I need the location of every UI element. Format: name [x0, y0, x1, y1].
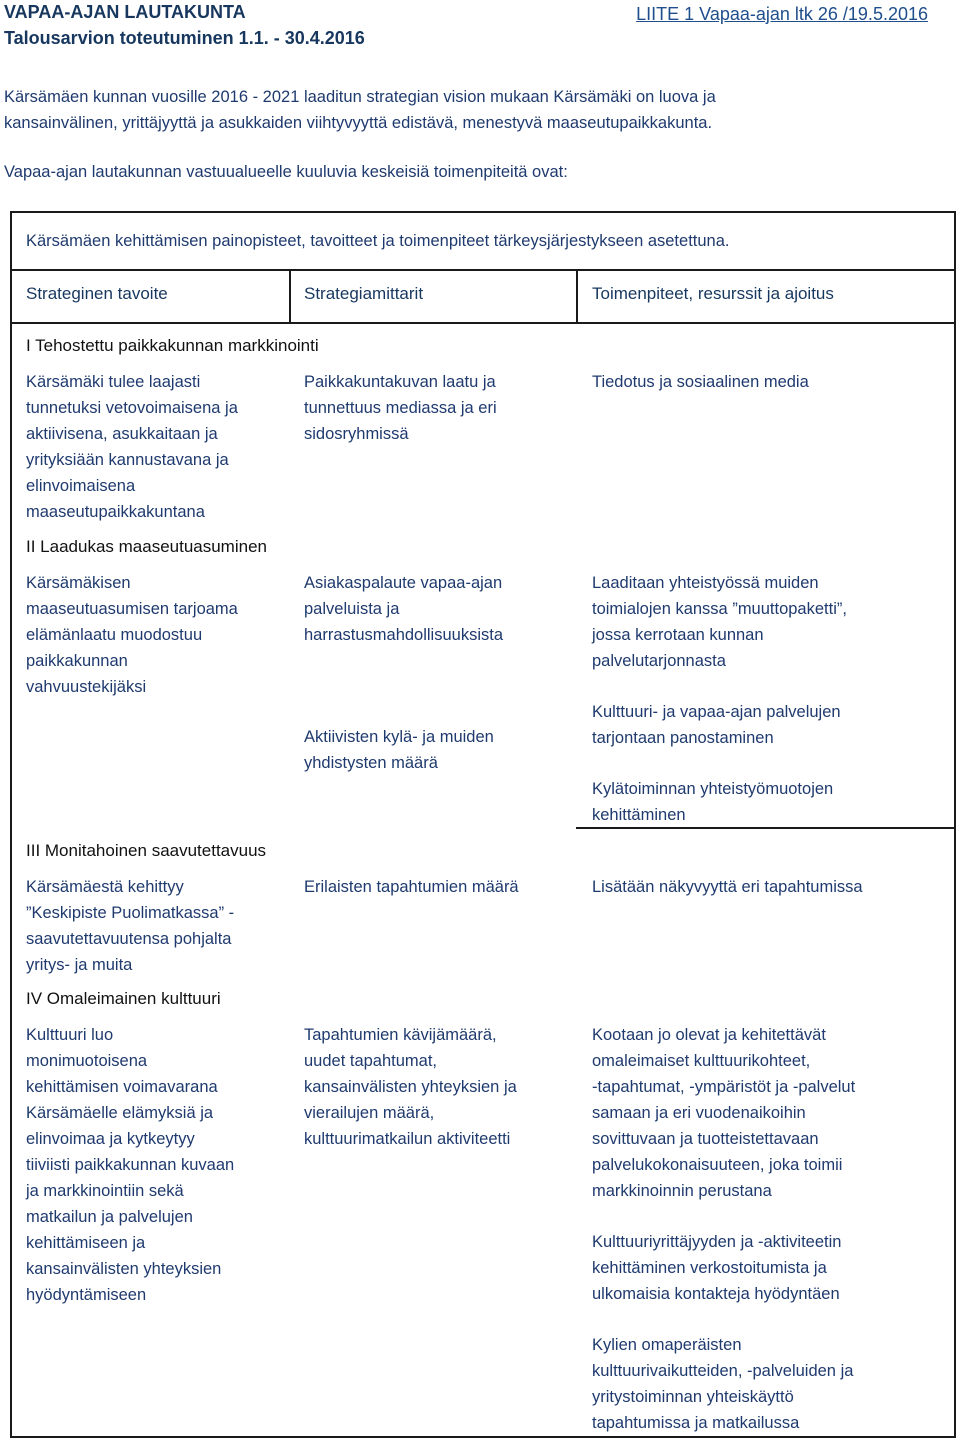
metrics-line: Erilaisten tapahtumien määrä: [304, 878, 519, 896]
goal-line: Kulttuuri luo: [26, 1026, 114, 1044]
goal-line: kehittämiseen ja: [26, 1234, 146, 1252]
actions-cell: [592, 699, 841, 751]
metrics-line: vierailujen määrä,: [304, 1104, 435, 1122]
goal-cell: [26, 1022, 234, 1308]
goal-line: saavutettavuutensa pohjalta: [26, 930, 232, 948]
document-subtitle: Talousarvion toteutuminen 1.1. - 30.4.2016: [4, 28, 365, 48]
goal-line: elinvoimaa ja kytkeytyy: [26, 1130, 195, 1148]
metrics-cell: [304, 874, 519, 900]
actions-cell: [592, 1229, 841, 1307]
actions-line: yritystoiminnan yhteiskäyttö: [592, 1388, 794, 1406]
actions-line: tapahtumissa ja matkailussa: [592, 1414, 800, 1432]
goal-line: maaseutuasumisen tarjoama: [26, 600, 238, 618]
vision-line-1: Kärsämäen kunnan vuosille 2016 - 2021 laaditun strategian vision mukaan Kärsämäki on luova ja: [4, 88, 716, 106]
responsibility-text: Vapaa-ajan lautakunnan vastuualueelle kuuluvia keskeisiä toimenpiteitä ovat:: [4, 163, 568, 181]
document-title: VAPAA-AJAN LAUTAKUNTA: [4, 2, 246, 22]
goal-line: tiiviisti paikkakunnan kuvaan: [26, 1156, 235, 1174]
goal-line: elämänlaatu muodostuu: [26, 626, 203, 644]
metrics-line: yhdistysten määrä: [304, 754, 438, 772]
table-caption: Kärsämäen kehittämisen painopisteet, tavoitteet ja toimenpiteet tärkeysjärjestykseen asetettuna.: [26, 232, 730, 250]
actions-line: Kulttuuri- ja vapaa-ajan palvelujen: [592, 703, 841, 721]
goal-line: yrityksiään kannustavana ja: [26, 451, 229, 469]
column-header-actions: Toimenpiteet, resurssit ja ajoitus: [592, 284, 834, 303]
metrics-line: Aktiivisten kylä- ja muiden: [304, 728, 494, 746]
actions-cell: [592, 776, 833, 828]
actions-line: ulkomaisia kontakteja hyödyntäen: [592, 1285, 840, 1303]
column-divider: [289, 269, 291, 323]
actions-line: kehittäminen verkostoitumista ja: [592, 1259, 827, 1277]
divider: [10, 269, 956, 271]
section-title: III Monitahoinen saavutettavuus: [26, 841, 267, 860]
goal-line: matkailun ja palvelujen: [26, 1208, 193, 1226]
actions-line: Lisätään näkyvyyttä eri tapahtumissa: [592, 878, 863, 896]
goal-line: Kärsämäestä kehittyy: [26, 878, 184, 896]
goal-line: kansainvälisten yhteyksien: [26, 1260, 222, 1278]
goal-line: Kärsämäelle elämyksiä ja: [26, 1104, 214, 1122]
actions-line: Tiedotus ja sosiaalinen media: [592, 373, 809, 391]
actions-line: Kulttuuriyrittäjyyden ja -aktiviteetin: [592, 1233, 842, 1251]
actions-line: Kylien omaperäisten: [592, 1336, 742, 1354]
actions-line: kehittäminen: [592, 806, 686, 824]
actions-cell: [592, 1022, 855, 1204]
metrics-cell: [304, 724, 494, 776]
actions-line: samaan ja eri vuodenaikoihin: [592, 1104, 806, 1122]
goal-line: maaseutupaikkakuntana: [26, 503, 205, 521]
goal-cell: [26, 874, 234, 978]
actions-line: markkinoinnin perustana: [592, 1182, 772, 1200]
actions-cell: [592, 570, 847, 674]
column-header-metrics: Strategiamittarit: [304, 284, 424, 303]
goal-line: Kärsämäkisen: [26, 574, 131, 592]
metrics-cell: [304, 369, 497, 447]
metrics-line: uudet tapahtumat,: [304, 1052, 438, 1070]
metrics-line: kansainvälisten yhteyksien ja: [304, 1078, 517, 1096]
goal-line: tunnetuksi vetovoimaisena ja: [26, 399, 238, 417]
metrics-line: kulttuurimatkailun aktiviteetti: [304, 1130, 511, 1148]
goal-line: monimuotoisena: [26, 1052, 148, 1070]
metrics-line: Asiakaspalaute vapaa-ajan: [304, 574, 503, 592]
metrics-line: Paikkakuntakuvan laatu ja: [304, 373, 496, 391]
actions-line: sovittuvaan ja tuotteistettavaan: [592, 1130, 819, 1148]
column-divider: [576, 269, 578, 323]
actions-line: Kootaan jo olevat ja kehitettävät: [592, 1026, 826, 1044]
column-header-goal: Strateginen tavoite: [26, 284, 168, 303]
actions-line: palvelutarjonnasta: [592, 652, 726, 670]
metrics-line: Tapahtumien kävijämäärä,: [304, 1026, 497, 1044]
goal-line: kehittämisen voimavarana: [26, 1078, 218, 1096]
section-title: IV Omaleimainen kulttuuri: [26, 989, 221, 1008]
metrics-line: tunnettuus mediassa ja eri: [304, 399, 497, 417]
metrics-line: sidosryhmissä: [304, 425, 409, 443]
actions-line: tarjontaan panostaminen: [592, 729, 774, 747]
actions-cell: [592, 1332, 853, 1436]
section-title: II Laadukas maaseutuasuminen: [26, 537, 267, 556]
goal-line: ”Keskipiste Puolimatkassa” -: [26, 904, 235, 922]
metrics-line: palveluista ja: [304, 600, 400, 618]
appendix-reference: LIITE 1 Vapaa-ajan ltk 26 /19.5.2016: [636, 4, 928, 24]
goal-cell: [26, 369, 238, 525]
goal-line: hyödyntämiseen: [26, 1286, 147, 1304]
goal-cell: [26, 570, 238, 700]
actions-line: palvelukokonaisuuteen, joka toimii: [592, 1156, 843, 1174]
metrics-line: harrastusmahdollisuuksista: [304, 626, 504, 644]
goal-line: ja markkinointiin sekä: [26, 1182, 184, 1200]
metrics-cell: [304, 570, 503, 648]
divider: [10, 322, 956, 324]
goal-line: aktiivisena, asukkaitaan ja: [26, 425, 218, 443]
vision-line-2: kansainvälinen, yrittäjyyttä ja asukkaiden viihtyvyyttä edistävä, menestyvä maaseutupaikkakunta.: [4, 114, 713, 132]
goal-line: vahvuustekijäksi: [26, 678, 147, 696]
actions-line: Kylätoiminnan yhteistyömuotojen: [592, 780, 834, 798]
actions-cell: [592, 369, 809, 395]
goal-line: elinvoimaisena: [26, 477, 136, 495]
actions-line: -tapahtumat, -ympäristöt ja -palvelut: [592, 1078, 856, 1096]
goal-line: Kärsämäki tulee laajasti: [26, 373, 201, 391]
goal-line: yritys- ja muita: [26, 956, 133, 974]
actions-line: toimialojen kanssa ”muuttopaketti”,: [592, 600, 847, 618]
actions-cell: [592, 874, 863, 900]
metrics-cell: [304, 1022, 517, 1152]
section-title: I Tehostettu paikkakunnan markkinointi: [26, 336, 319, 355]
goal-line: paikkakunnan: [26, 652, 128, 670]
actions-line: omaleimaiset kulttuurikohteet,: [592, 1052, 811, 1070]
actions-line: kulttuurivaikutteiden, -palveluiden ja: [592, 1362, 854, 1380]
actions-line: jossa kerrotaan kunnan: [592, 626, 764, 644]
actions-line: Laaditaan yhteistyössä muiden: [592, 574, 819, 592]
